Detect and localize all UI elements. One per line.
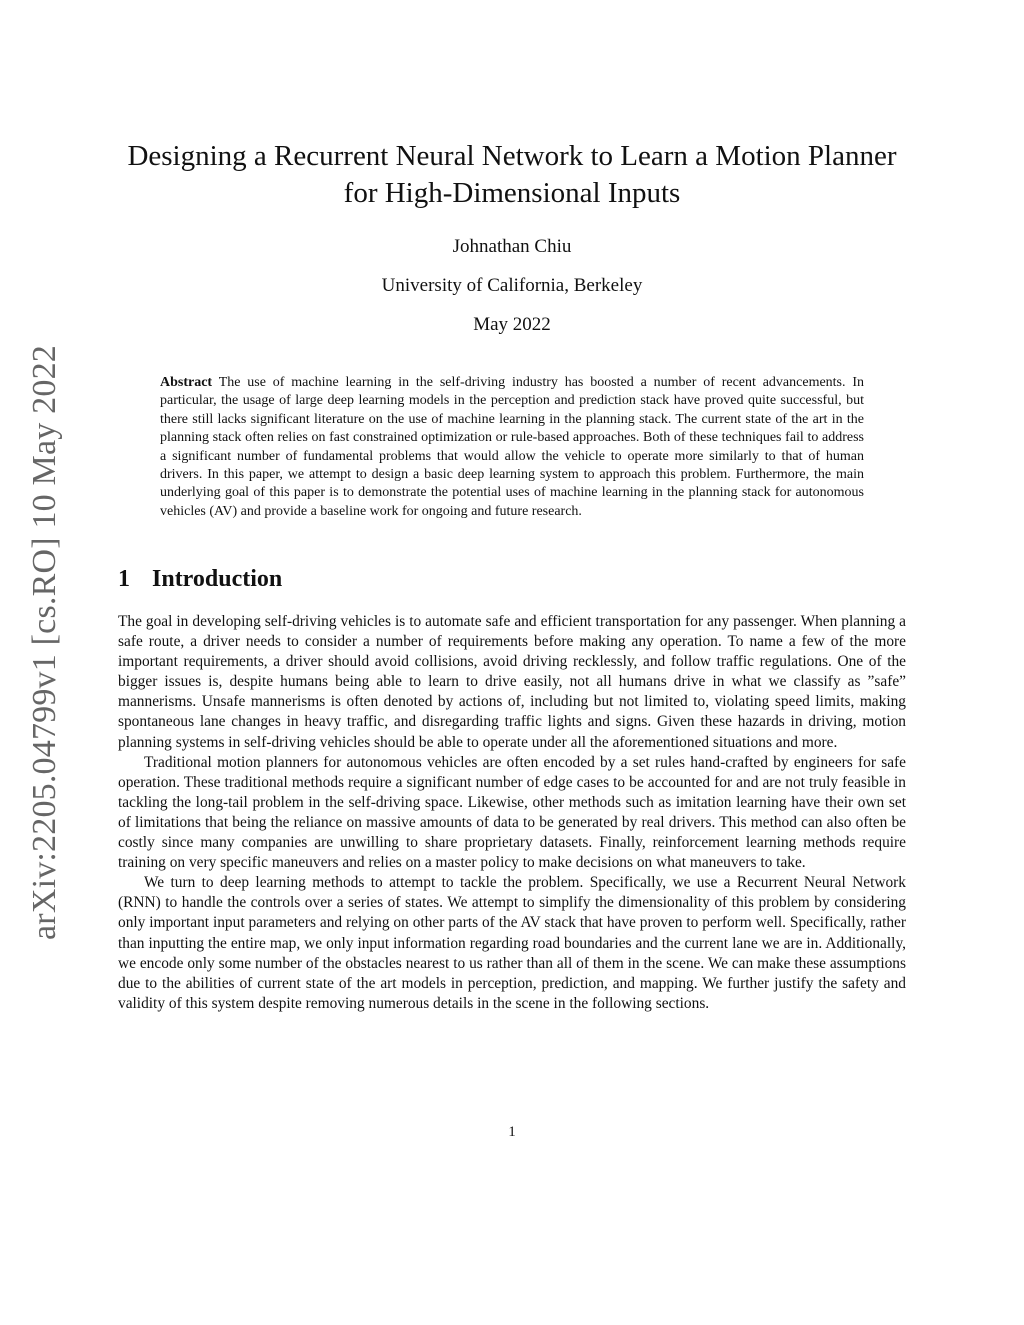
page-number: 1 [508, 1124, 516, 1140]
section-body [118, 612, 906, 1014]
body-paragraph: We turn to deep learning methods to attempt to tackle the problem. Specifically, we use a Recurrent Neural Network (RNN) to handle the controls over a series of states. We attempt to simplify the dimensionality of this problem by considering only important input parameters and relying on other parts of the AV stack that have proven to perform well. Specifically, rather than inputting the entire map, we only input information regarding road boundaries and the current lane we are in. Additionally, we encode only some number of the obstacles nearest to us rather than all of them in the scene. We can make these assumptions due to the abilities of current state of the art models in perception, prediction, and mapping. We further justify the safety and validity of this system despite removing numerous details in the scene in the following sections. [118, 874, 906, 1012]
section-heading [118, 566, 282, 593]
body-paragraph: The goal in developing self-driving vehicles is to automate safe and efficient transportation for any passenger. When planning a safe route, a driver needs to consider a number of requirements before making any operation. To name a few of the more important requirements, a driver should avoid collisions, avoid driving recklessly, and follow traffic regulations. One of the bigger issues is, despite humans being able to learn to drive easily, not all humans drive in what we classify as ”safe” mannerisms. Unsafe mannerisms is often denoted by actions of, including but not limited to, violating speed limits, making spontaneous lane changes in heavy traffic, and disregarding traffic lights and signs. Given these hazards in driving, motion planning systems in self-driving vehicles should be able to operate under all the aforementioned situations and more. [118, 613, 906, 751]
arxiv-sidebar [18, 340, 74, 940]
abstract-label: Abstract [160, 375, 213, 390]
section-number: 1 [118, 566, 130, 592]
author-name: Johnathan Chiu [452, 236, 572, 257]
author-affiliation: University of California, Berkeley [381, 275, 643, 296]
body-paragraph: Traditional motion planners for autonomous vehicles are often encoded by a set rules hand-crafted by engineers for safe operation. These traditional methods require a significant number of edge cases to be accounted for and are not truly feasible in tackling the long-tail problem in the self-driving space. Likewise, other methods such as imitation learning have their own set of limitations that being the reliance on massive amounts of data to be generated by real drivers. This method can also often be costly since many companies are unwilling to share proprietary datasets. Finally, reinforcement learning methods require training on very specific maneuvers and relies on a master policy to make decisions on what maneuvers to take. [118, 753, 906, 872]
abstract [160, 374, 864, 521]
paper-title: Designing a Recurrent Neural Network to Learn a Motion Planner for High-Dimensional Inputs [127, 140, 897, 209]
section-title: Introduction [152, 566, 283, 592]
arxiv-identifier: arXiv:2205.04799v1 [cs.RO] 10 May 2022 [26, 345, 63, 940]
abstract-text: The use of machine learning in the self-driving industry has boosted a number of recent advancements. In particular, the usage of large deep learning models in the perception and prediction stack have proved quite successful, but there still lacks significant literature on the use of machine learning in the planning stack. The current state of the art in the planning stack often relies on fast constrained optimization or rule-based approaches. Both of these techniques fail to address a significant number of fundamental problems that would allow the vehicle to operate more similarly to that of human drivers. In this paper, we attempt to design a basic deep learning system to approach this problem. Furthermore, the main underlying goal of this paper is to demonstrate the potential uses of machine learning in the planning stack for autonomous vehicles (AV) and provide a baseline work for ongoing and future research. [160, 375, 864, 519]
publication-date: May 2022 [473, 314, 551, 335]
